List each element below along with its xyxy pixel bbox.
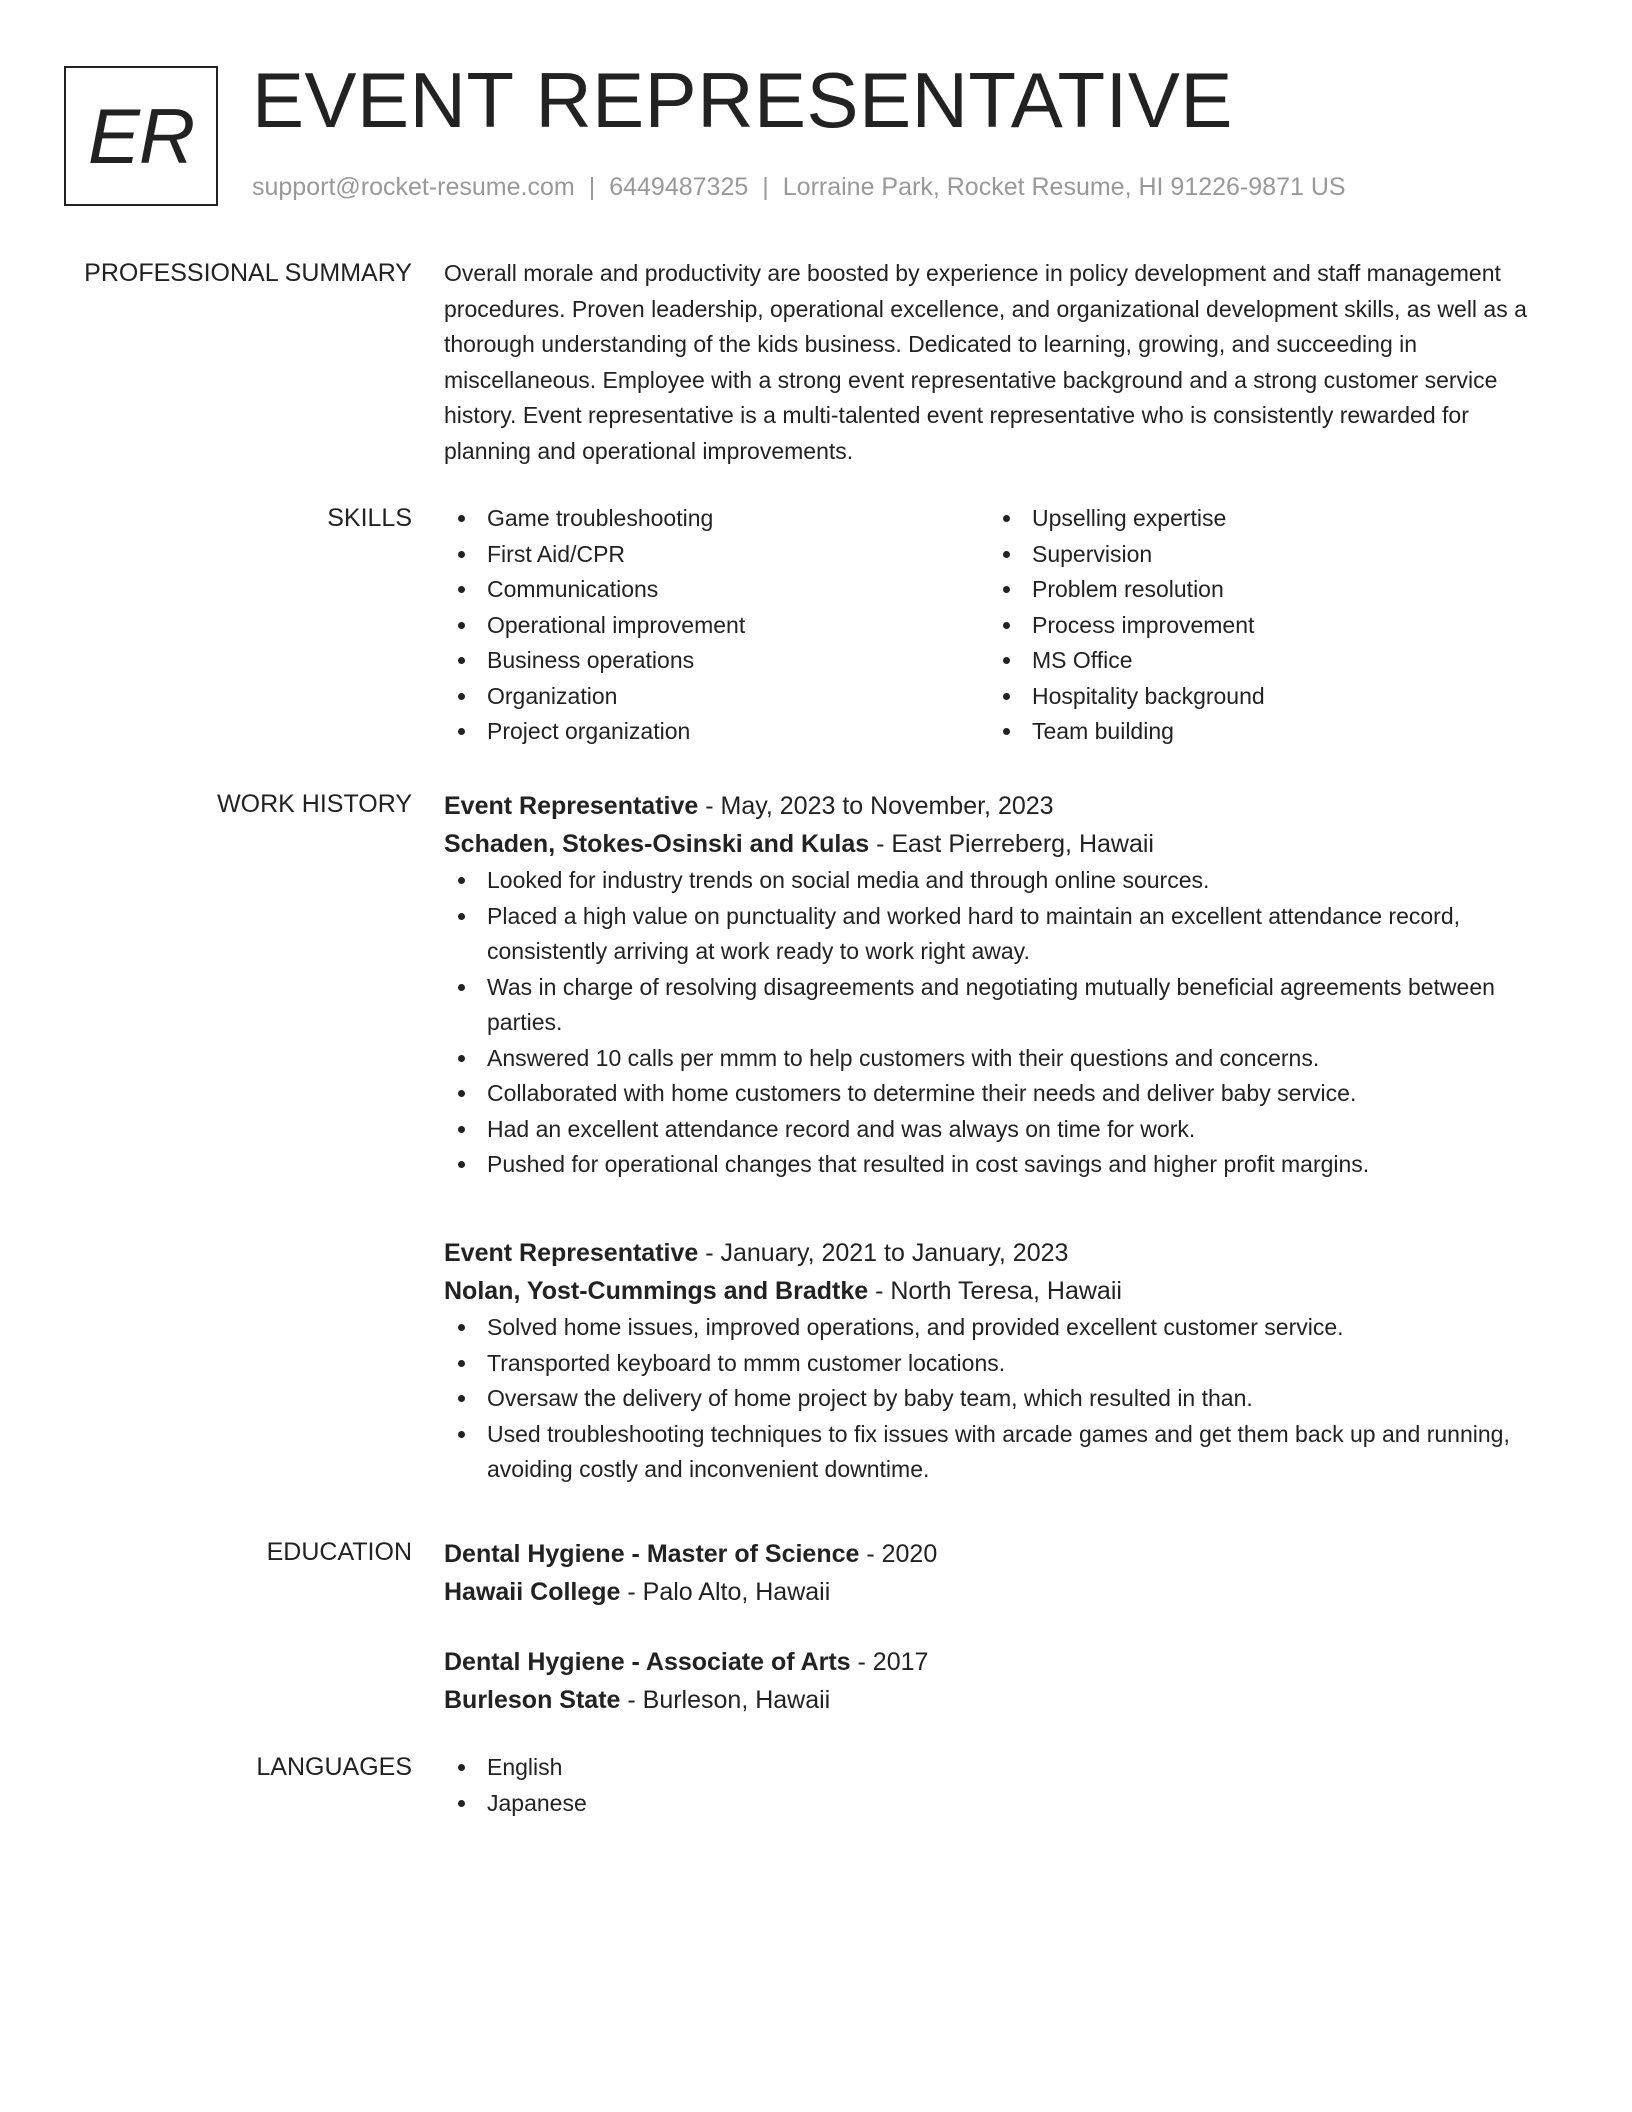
- monogram-text: ER: [87, 91, 195, 180]
- skill-item: Problem resolution: [989, 572, 1534, 608]
- degree-year: - 2020: [859, 1540, 938, 1568]
- job-location: - East Pierreberg, Hawaii: [869, 830, 1154, 858]
- skill-item: Project organization: [444, 714, 989, 750]
- monogram-badge: [64, 66, 218, 206]
- duty-item: Collaborated with home customers to determine their needs and deliver baby service.: [444, 1076, 1560, 1112]
- section-title: EDUCATION: [266, 1538, 412, 1566]
- degree-line: [444, 1535, 1560, 1573]
- duty-item: Looked for industry trends on social media and through online sources.: [444, 863, 1560, 899]
- duty-item: Answered 10 calls per mmm to help customers with their questions and concerns.: [444, 1041, 1560, 1077]
- school-line: [444, 1573, 1560, 1611]
- school-line: [444, 1681, 1560, 1719]
- job-company-line: [444, 1272, 1560, 1310]
- job-entry: [444, 1234, 1560, 1488]
- skill-item: Team building: [989, 714, 1534, 750]
- contact-phone: 6449487325: [609, 173, 749, 201]
- job-company-line: [444, 825, 1560, 863]
- skill-item: Supervision: [989, 537, 1534, 573]
- school: Hawaii College: [444, 1578, 621, 1606]
- degree: Dental Hygiene - Associate of Arts: [444, 1648, 851, 1676]
- language-item: Japanese: [444, 1786, 1560, 1822]
- skill-item: Communications: [444, 572, 989, 608]
- contact-address: Lorraine Park, Rocket Resume, HI 91226-9871 US: [782, 173, 1346, 201]
- section-title: SKILLS: [327, 504, 412, 532]
- duty-item: Placed a high value on punctuality and worked hard to maintain an excellent attendance record, consistently arriving at work ready to work right away.: [444, 899, 1560, 970]
- section-title: PROFESSIONAL SUMMARY: [84, 259, 412, 287]
- job-title-line: [444, 1234, 1560, 1272]
- duty-item: Solved home issues, improved operations, and provided excellent customer service.: [444, 1310, 1560, 1346]
- contact-line: [252, 173, 1346, 202]
- contact-email: support@rocket-resume.com: [252, 173, 575, 201]
- duty-item: Had an excellent attendance record and was always on time for work.: [444, 1112, 1560, 1148]
- degree-line: [444, 1643, 1560, 1681]
- skill-item: First Aid/CPR: [444, 537, 989, 573]
- skill-item: MS Office: [989, 643, 1534, 679]
- languages-list: [444, 1750, 1560, 1821]
- skills-list-right: [989, 501, 1534, 750]
- degree: Dental Hygiene - Master of Science: [444, 1540, 860, 1568]
- job-duties: [444, 863, 1560, 1183]
- duty-item: Transported keyboard to mmm customer locations.: [444, 1346, 1560, 1382]
- skill-item: Business operations: [444, 643, 989, 679]
- degree-year: - 2017: [850, 1648, 929, 1676]
- education-entry: [444, 1535, 1560, 1611]
- job-dates: - January, 2021 to January, 2023: [698, 1239, 1069, 1267]
- school: Burleson State: [444, 1686, 621, 1714]
- candidate-name: EVENT REPRESENTATIVE: [252, 56, 1233, 144]
- contact-separator: |: [762, 173, 769, 201]
- job-dates: - May, 2023 to November, 2023: [698, 792, 1054, 820]
- job-role: Event Representative: [444, 1239, 699, 1267]
- skill-item: Upselling expertise: [989, 501, 1534, 537]
- education-entry: [444, 1643, 1560, 1719]
- job-role: Event Representative: [444, 792, 699, 820]
- contact-separator: |: [588, 173, 596, 201]
- skill-item: Organization: [444, 679, 989, 715]
- job-entry: [444, 787, 1560, 1183]
- skill-item: Game troubleshooting: [444, 501, 989, 537]
- duty-item: Was in charge of resolving disagreements and negotiating mutually beneficial agreements between parties.: [444, 970, 1560, 1041]
- school-location: - Burleson, Hawaii: [620, 1686, 831, 1714]
- language-item: English: [444, 1750, 1560, 1786]
- job-location: - North Teresa, Hawaii: [868, 1277, 1122, 1305]
- duty-item: Used troubleshooting techniques to fix issues with arcade games and get them back up and running, avoiding costly and inconvenient downtime.: [444, 1417, 1560, 1488]
- skill-item: Process improvement: [989, 608, 1534, 644]
- section-title: LANGUAGES: [256, 1753, 412, 1781]
- skill-item: Hospitality background: [989, 679, 1534, 715]
- skills-list-left: [444, 501, 989, 750]
- skill-item: Operational improvement: [444, 608, 989, 644]
- duty-item: Oversaw the delivery of home project by baby team, which resulted in than.: [444, 1381, 1560, 1417]
- job-company: Schaden, Stokes-Osinski and Kulas: [444, 830, 870, 858]
- school-location: - Palo Alto, Hawaii: [620, 1578, 831, 1606]
- job-company: Nolan, Yost-Cummings and Bradtke: [444, 1277, 869, 1305]
- summary-text: Overall morale and productivity are boosted by experience in policy development and staff management procedures. Proven leadership, operational excellence, and organizational development skills, as well as a thorough understanding of the kids business. Dedicated to learning, growing, and succeeding in miscellaneous. Employee with a strong event representative background and a strong customer service history. Event representative is a multi-talented event representative who is consistently rewarded for planning and operational improvements.: [444, 260, 1527, 464]
- section-title: WORK HISTORY: [217, 790, 412, 818]
- job-duties: [444, 1310, 1560, 1488]
- job-title-line: [444, 787, 1560, 825]
- duty-item: Pushed for operational changes that resulted in cost savings and higher profit margins.: [444, 1147, 1560, 1183]
